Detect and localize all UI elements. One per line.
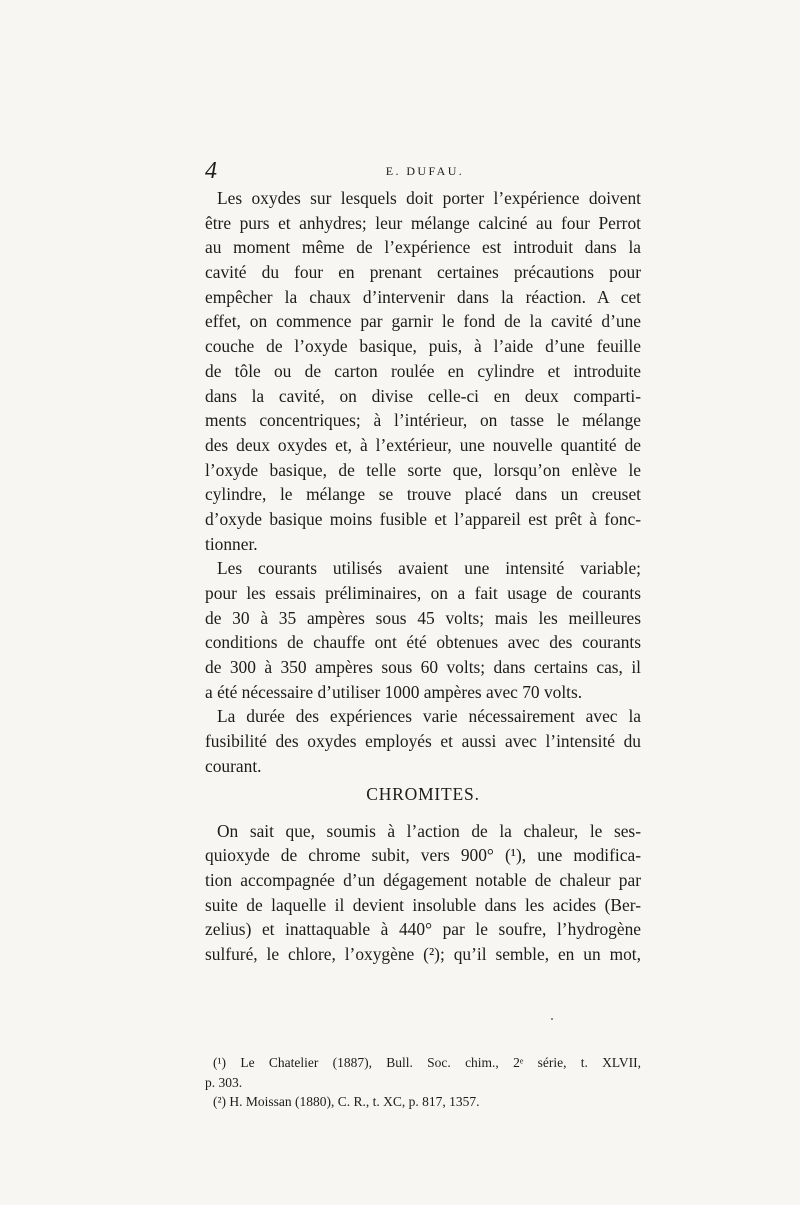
footnote: (²) H. Moissan (1880), C. R., t. XC, p. 817, 1357. xyxy=(213,1094,480,1109)
text-line: fusibilité des oxydes employés et aussi avec l’intensité du xyxy=(205,731,641,752)
text-line: Les oxydes sur lesquels doit porter l’expérience doivent xyxy=(217,188,641,208)
text-line: empêcher la chaux d’intervenir dans la réaction. A cet xyxy=(205,286,641,307)
running-head: E. DUFAU. xyxy=(385,164,465,178)
text-line: courant. xyxy=(205,755,262,776)
text-line: au moment même de l’expérience est introduit dans la xyxy=(205,237,641,258)
text-line: Les courants utilisés avaient une intensité variable; xyxy=(217,558,641,579)
footnote: (¹) Le Chatelier (1887), Bull. Soc. chim., 2ᵉ série, t. XLVII, xyxy=(213,1055,641,1070)
text-line: l’oxyde basique, de telle sorte que, lorsqu’on enlève le xyxy=(205,459,641,480)
text-line: de 300 à 350 ampères sous 60 volts; dans certains cas, il xyxy=(205,657,641,678)
text-line: suite de laquelle il devient insoluble dans les acides (Ber- xyxy=(205,894,641,915)
text-line: effet, on commence par garnir le fond de la cavité d’une xyxy=(205,311,641,332)
text-line: cylindre, le mélange se trouve placé dans un creuset xyxy=(205,484,641,505)
body-text xyxy=(205,186,641,967)
text-line: pour les essais préliminaires, on a fait usage de courants xyxy=(205,583,641,603)
text-line: tion accompagnée d’un dégagement notable de chaleur par xyxy=(205,869,641,890)
text-line: de tôle ou de carton roulée en cylindre et introduite xyxy=(205,360,641,381)
text-line: ments concentriques; à l’intérieur, on tasse le mélange xyxy=(205,410,641,431)
text-line: dans la cavité, on divise celle-ci en deux comparti- xyxy=(205,385,641,406)
text-line: tionner. xyxy=(205,533,258,554)
print-speck xyxy=(551,1018,553,1020)
text-line: être purs et anhydres; leur mélange calciné au four Perrot xyxy=(205,212,641,233)
text-line: a été nécessaire d’utiliser 1000 ampères avec 70 volts. xyxy=(205,681,583,702)
text-line: d’oxyde basique moins fusible et l’appareil est prêt à fonc- xyxy=(205,508,641,529)
text-line: sulfuré, le chlore, l’oxygène (²); qu’il semble, en un mot, xyxy=(205,943,641,964)
footnotes xyxy=(205,1053,641,1112)
paragraph xyxy=(205,556,641,704)
text-line: des deux oxydes et, à l’extérieur, une nouvelle quantité de xyxy=(205,434,641,455)
text-line: de 30 à 35 ampères sous 45 volts; mais les meilleures xyxy=(205,607,641,628)
text-line: cavité du four en prenant certaines précautions pour xyxy=(205,262,641,283)
paragraph xyxy=(205,704,641,778)
text-line: zelius) et inattaquable à 440° par le soufre, l’hydrogène xyxy=(205,919,641,940)
text-line: quioxyde de chrome subit, vers 900° (¹), une modifica- xyxy=(205,845,641,866)
footnote-continuation: p. 303. xyxy=(205,1074,243,1090)
page-number: 4 xyxy=(205,158,217,184)
text-line: conditions de chauffe ont été obtenues avec des courants xyxy=(205,632,641,653)
paragraph xyxy=(205,186,641,556)
page-header xyxy=(205,158,645,182)
section-heading: CHROMITES. xyxy=(366,783,480,804)
text-line: La durée des expériences varie nécessairement avec la xyxy=(217,706,641,727)
text-line: couche de l’oxyde basique, puis, à l’aide d’une feuille xyxy=(205,336,641,357)
text-line: On sait que, soumis à l’action de la chaleur, le ses- xyxy=(217,820,641,841)
paragraph xyxy=(205,819,641,967)
